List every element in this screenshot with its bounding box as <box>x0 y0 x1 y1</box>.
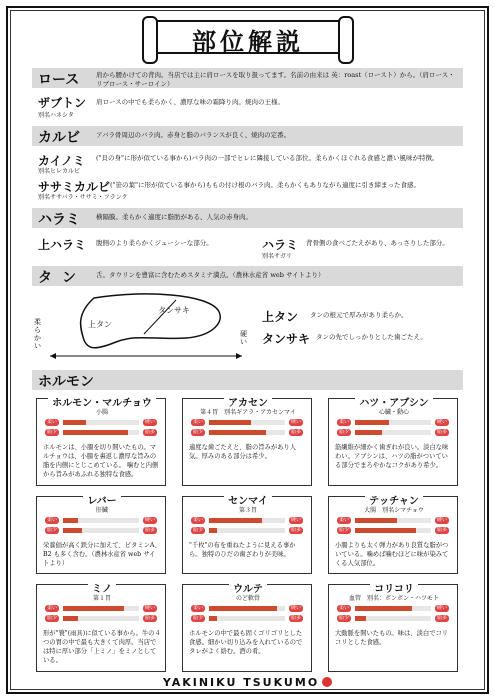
card-name: コリコリ <box>370 580 418 595</box>
meter-label-fatty: 脂多 <box>290 429 301 435</box>
softness-bar <box>355 420 431 425</box>
fat-fill <box>355 430 382 435</box>
hormone-card <box>36 398 166 486</box>
meter-label-soft: 柔い <box>46 605 57 611</box>
hormone-card <box>328 496 458 574</box>
softness-fill <box>355 606 412 611</box>
card-alias: 血管 別名：ボンボン・ハツモト <box>348 595 439 602</box>
fat-bar <box>355 430 431 435</box>
meter-label-lean: 脂少 <box>46 615 57 621</box>
page-title: 部位解説 <box>192 27 304 56</box>
card-desc: 筋繊維が細かく歯ぎれが良い。淡白な味わい。アブシンは、ハツの脂がついている部分でまろやかなコクがあり希少。 <box>335 444 449 469</box>
meter-label-fatty: 脂多 <box>290 615 301 621</box>
meter-label-fatty: 脂多 <box>436 615 447 621</box>
fat-meter <box>191 527 305 534</box>
card-desc: 形が"簑"(雨具)に似ている事から。牛の４つの胃の中で最も大きくて肉厚。当店では特に厚い部分「上ミノ」をミノとしている。 <box>43 630 161 664</box>
card-desc: 適度な歯ごたえと、脂の旨みがあり人気。厚みのある部分は希少。 <box>189 444 297 460</box>
footer-text: YAKINIKU TSUKUMO <box>162 676 320 689</box>
kainomi-desc: ("貝の身"に形が似ている事から)バラ肉の一部でヒレに隣接している部位。柔らかくほぐれる食感と濃い風味が特徴。 <box>96 154 439 162</box>
section-tongue-title: タン <box>38 270 86 286</box>
fat-fill <box>209 528 217 533</box>
softness-bar <box>63 606 139 611</box>
meter-label-hard: 硬い <box>144 605 155 611</box>
hormone-card <box>182 398 312 486</box>
jo-tan-desc: タンの根元で厚みがあり柔らか。 <box>310 311 408 319</box>
jo-harami-desc: 腹側のより柔らかくジューシーな部分。 <box>96 239 213 247</box>
softness-meter <box>337 517 451 524</box>
meter-label-lean: 脂少 <box>192 527 203 533</box>
meter-label-hard: 硬い <box>290 419 301 425</box>
meter-label-fatty: 脂多 <box>144 429 155 435</box>
footer-brand <box>0 676 495 689</box>
section-loin-header <box>32 68 463 88</box>
fat-meter <box>45 527 159 534</box>
card-alias: 第１胃 <box>92 595 111 602</box>
title-scroll <box>148 14 348 58</box>
fat-bar <box>63 430 139 435</box>
diagram-label-jo-tan: 上タン <box>88 320 112 329</box>
softness-meter <box>45 605 159 612</box>
meter-label-lean: 脂少 <box>46 527 57 533</box>
section-tongue-header <box>32 266 463 286</box>
section-hormone-header <box>32 370 463 390</box>
fat-fill <box>209 616 217 621</box>
section-harami-header <box>32 208 463 228</box>
softness-fill <box>63 518 78 523</box>
fat-bar <box>63 528 139 533</box>
harami-name: ハラミ <box>262 238 299 252</box>
card-name: ミノ <box>88 580 116 595</box>
card-alias: 小腸 <box>95 409 108 416</box>
softness-fill <box>209 420 251 425</box>
fat-meter <box>191 615 305 622</box>
meter-label-lean: 脂少 <box>46 429 57 435</box>
meter-label-hard: 硬い <box>436 517 447 523</box>
hormone-card <box>182 496 312 574</box>
section-kalbi-title: カルビ <box>38 130 80 146</box>
fat-meter <box>337 527 451 534</box>
meter-label-lean: 脂少 <box>338 527 349 533</box>
softness-meter <box>191 605 305 612</box>
card-alias: 肝臓 <box>95 507 108 514</box>
softness-bar <box>209 420 285 425</box>
fat-bar <box>355 616 431 621</box>
softness-bar <box>355 606 431 611</box>
meter-label-soft: 柔い <box>46 419 57 425</box>
softness-fill <box>63 606 124 611</box>
axis-label-soft: 柔らかい <box>34 318 41 350</box>
section-loin-desc: 肩から腰かけての背肉。当店では主に肩ロースを取り扱ってます。名前の由来は 英：roast（ロースト）から。（肩ロース・リブロース・サーロイン） <box>96 71 455 88</box>
section-harami-title: ハラミ <box>38 212 80 228</box>
meter-label-lean: 脂少 <box>192 615 203 621</box>
section-harami-desc: 横隔膜。柔らかく適度に脂肪がある、人気の赤身肉。 <box>96 213 252 221</box>
softness-bar <box>63 518 139 523</box>
axis-label-hard: 硬い <box>240 330 247 346</box>
softness-fill <box>355 518 397 523</box>
fat-bar <box>63 616 139 621</box>
section-loin-title: ロース <box>38 72 80 88</box>
fat-fill <box>355 528 416 533</box>
card-name: センマイ <box>224 492 272 507</box>
fat-bar <box>209 616 285 621</box>
fat-meter <box>337 429 451 436</box>
hormone-card <box>36 584 166 672</box>
meter-label-soft: 柔い <box>192 517 203 523</box>
axis-arrow-right <box>236 353 242 359</box>
kainomi-name: カイノミ <box>38 154 85 168</box>
card-alias: 第４胃 別名ギアラ・アカセンマイ <box>200 409 296 416</box>
softness-meter <box>191 517 305 524</box>
fat-meter <box>45 429 159 436</box>
card-name: レバー <box>83 492 120 507</box>
meter-label-soft: 柔い <box>46 517 57 523</box>
section-kalbi-header <box>32 126 463 146</box>
softness-bar <box>209 606 285 611</box>
sasami-kalbi-desc: ("笹の葉"に形が似ている事から)ももの付け根のバラ肉。柔らかくもありながら適度に引き締まった食感。 <box>110 181 421 189</box>
zabuton-desc: 肩ロースの中でも柔らかく、濃厚な味の霜降り肉。焼肉の王様。 <box>96 98 285 106</box>
fat-bar <box>209 528 285 533</box>
card-desc: 小腸よりも太く弾力があり良質な脂がついている。噛めば噛むほどに味が染みてくる人気部位。 <box>335 542 449 567</box>
hormone-card <box>328 398 458 486</box>
hormone-card <box>36 496 166 574</box>
zabuton-alias: 別名ハネシタ <box>38 112 74 119</box>
brand-logo-icon <box>322 677 332 687</box>
meter-label-hard: 硬い <box>290 517 301 523</box>
card-desc: 栄養価が高く鉄分に加えて、ビタミンA、B2 も多く含む。（農林水産省 web サイトより） <box>43 542 161 567</box>
meter-label-hard: 硬い <box>144 419 155 425</box>
meter-label-lean: 脂少 <box>338 429 349 435</box>
tongue-diagram <box>36 290 246 362</box>
softness-meter <box>191 419 305 426</box>
card-alias: 心臓・動心 <box>378 409 409 416</box>
card-name: ハツ・アブシン <box>355 394 432 409</box>
zabuton-name: ザブトン <box>38 96 87 110</box>
card-name: ホルモン・マルチョウ <box>48 394 156 409</box>
meter-label-soft: 柔い <box>192 419 203 425</box>
card-desc: ホルモンは、小腸を切り開いたもの。マルチョウは、小腸を裏返し濃厚な旨みの脂を内側にとじこめている。 噛むと内側から旨みがあふれる独特な食感。 <box>43 444 159 478</box>
meter-label-soft: 柔い <box>338 419 349 425</box>
meter-label-lean: 脂少 <box>338 615 349 621</box>
card-name: テッチャン <box>365 492 423 507</box>
section-tongue-desc: 舌。タウリンを豊富に含むためスタミナ満点。（農林水産省 web サイトより） <box>96 271 325 279</box>
meter-label-hard: 硬い <box>144 517 155 523</box>
hormone-card <box>182 584 312 672</box>
softness-meter <box>45 517 159 524</box>
softness-fill <box>355 420 389 425</box>
softness-meter <box>337 419 451 426</box>
fat-meter <box>191 429 305 436</box>
meter-label-hard: 硬い <box>436 419 447 425</box>
meter-label-hard: 硬い <box>436 605 447 611</box>
meter-label-fatty: 脂多 <box>436 429 447 435</box>
fat-fill <box>63 616 78 621</box>
softness-fill <box>63 420 86 425</box>
card-name: ウルテ <box>229 580 267 595</box>
sasami-kalbi-alias: 別名ササバラ・ササミ・フランク <box>38 194 128 201</box>
sasami-kalbi-name: ササミカルビ <box>38 180 111 194</box>
fat-bar <box>355 528 431 533</box>
card-desc: ホルモンの中で最も固くゴリゴリとした食感。細かい切り込みを入れているのでタレがよく絡む。酒の肴。 <box>189 630 303 655</box>
fat-fill <box>355 616 366 621</box>
card-name: アカセン <box>224 394 272 409</box>
fat-fill <box>209 430 266 435</box>
harami-alias: 別名サガリ <box>262 253 292 260</box>
softness-fill <box>209 606 277 611</box>
fat-fill <box>63 528 82 533</box>
meter-label-soft: 柔い <box>338 605 349 611</box>
meter-label-fatty: 脂多 <box>290 527 301 533</box>
softness-bar <box>355 518 431 523</box>
axis-arrow-left <box>50 353 56 359</box>
meter-label-hard: 硬い <box>290 605 301 611</box>
meter-label-lean: 脂少 <box>192 429 203 435</box>
softness-bar <box>209 518 285 523</box>
softness-bar <box>63 420 139 425</box>
softness-meter <box>337 605 451 612</box>
harami-desc: 背骨側の食べごたえがあり、あっさりした部分。 <box>306 239 449 247</box>
card-alias: 大腸 別名シマチョウ <box>364 507 424 514</box>
fat-fill <box>63 430 128 435</box>
meter-label-fatty: 脂多 <box>144 527 155 533</box>
jo-tan-name: 上タン <box>262 310 299 324</box>
meter-label-soft: 柔い <box>192 605 203 611</box>
softness-fill <box>209 518 262 523</box>
card-alias: 第３胃 <box>238 507 257 514</box>
meter-label-soft: 柔い <box>338 517 349 523</box>
softness-meter <box>45 419 159 426</box>
hormone-card <box>328 584 458 672</box>
card-desc: 大動脈を開いたもの。味は、淡白でコリコリとした食感。 <box>335 630 449 646</box>
fat-meter <box>337 615 451 622</box>
kainomi-alias: 別名ヒレカルビ <box>38 168 81 175</box>
meter-label-fatty: 脂多 <box>144 615 155 621</box>
section-kalbi-desc: アバラ骨周辺のバラ肉。赤身と脂のバランスが良く、焼肉の定番。 <box>96 131 291 139</box>
card-alias: のど軟骨 <box>235 595 260 602</box>
meter-label-fatty: 脂多 <box>436 527 447 533</box>
tan-saki-name: タンサキ <box>262 332 311 346</box>
card-desc: "千枚"の布を重ねたように見える事から。独特のひだの歯ざわりが美味。 <box>189 542 296 558</box>
section-hormone-title: ホルモン <box>38 374 94 390</box>
tan-saki-desc: タンの先でしっかりとした歯ごたえ。 <box>316 333 427 341</box>
jo-harami-name: 上ハラミ <box>38 238 87 252</box>
diagram-label-tan-saki: タンサキ <box>158 306 190 315</box>
fat-meter <box>45 615 159 622</box>
fat-bar <box>209 430 285 435</box>
